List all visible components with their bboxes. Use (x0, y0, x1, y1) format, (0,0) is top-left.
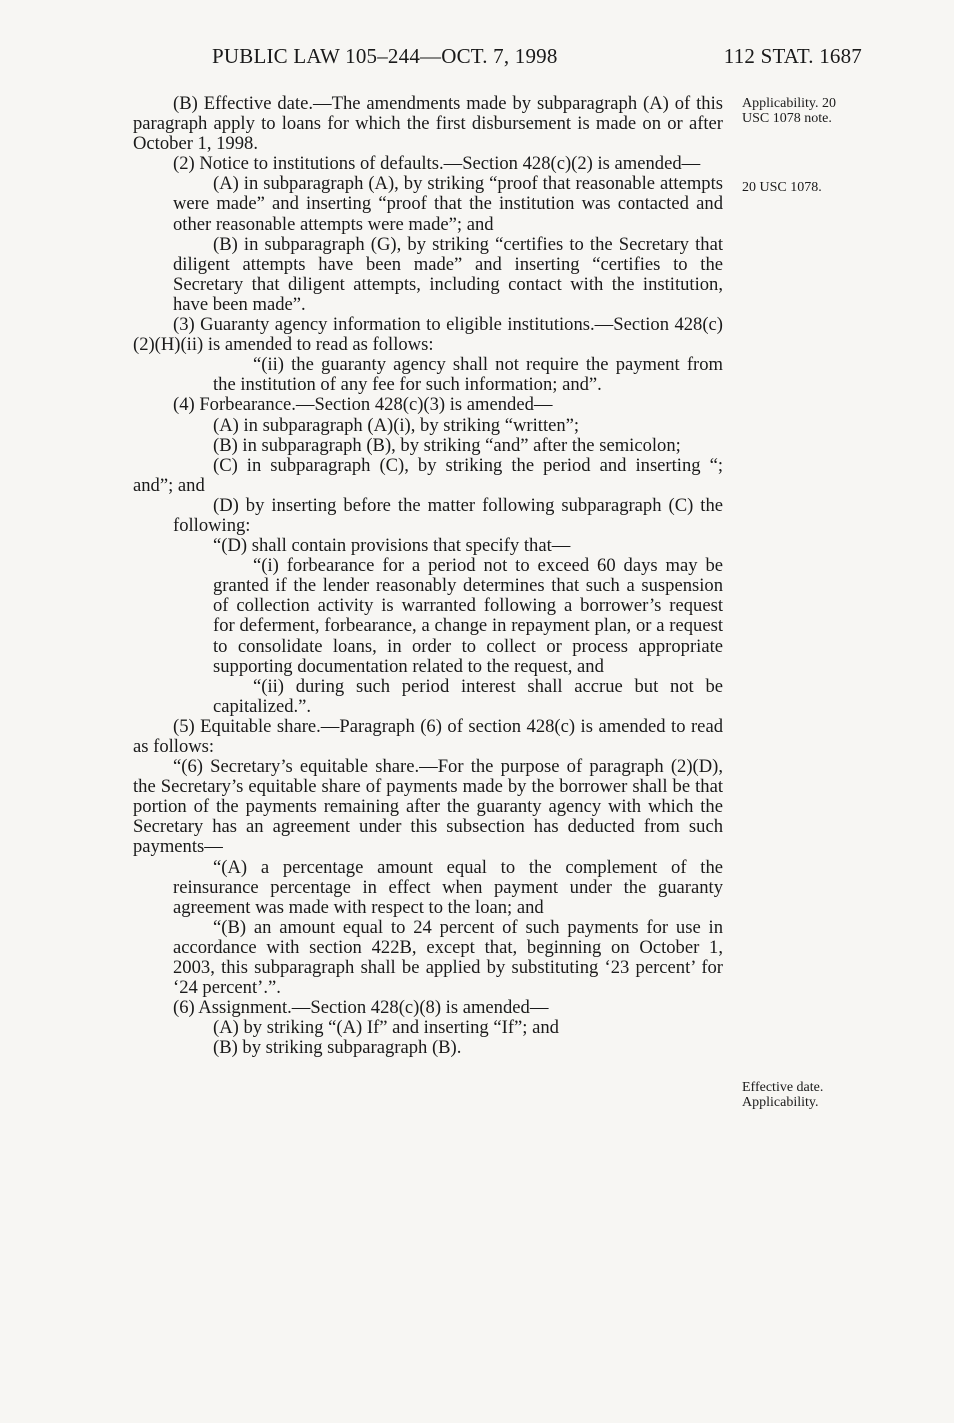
para-4d: (D) by inserting before the matter following subparagraph (C) the following: (173, 494, 723, 536)
para-5-6-quote: “(6) Secretary’s equitable share.—For the purpose of paragraph (2)(D), the Secretary’s equitable share of payments made by the borrower shall be that portion of the payments remaining after the guaranty agency with which the Secretary has an agreement under this subsection has deducted from such payments— (133, 756, 723, 858)
para-5-equitable-share: (5) Equitable share.—Paragraph (6) of section 428(c) is amended to read as follows: (133, 715, 723, 757)
statute-body (133, 94, 723, 1059)
header-statute-page: 112 STAT. 1687 (723, 44, 862, 68)
para-4-forbearance: (4) Forbearance.—Section 428(c)(3) is amended— (173, 394, 553, 416)
para-4c: (C) in subparagraph (C), by striking the period and inserting “; and”; and (133, 454, 723, 496)
para-5-b: “(B) an amount equal to 24 percent of such payments for use in accordance with section 422B, except that, beginning on October 1, 2003, this subparagraph shall be applied by substituting ‘23 percent’ for ‘24 percent’.”. (173, 916, 723, 999)
margin-note-applicability: Applicability. 20 USC 1078 note. (742, 96, 836, 126)
para-4d-quote: “(D) shall contain provisions that specify that— (213, 535, 571, 557)
para-3-guaranty: (3) Guaranty agency information to eligible institutions.—Section 428(c)(2)(H)(ii) is amended to read as follows: (133, 314, 723, 356)
para-6b: (B) by striking subparagraph (B). (213, 1037, 462, 1059)
para-b-effective-date: (B) Effective date.—The amendments made by subparagraph (A) of this paragraph apply to loans for which the first disbursement is made on or after October 1, 1998. (133, 93, 723, 155)
para-3-ii-quote: “(ii) the guaranty agency shall not require the payment from the institution of any fee for such information; and”. (213, 354, 723, 396)
para-4b: (B) in subparagraph (B), by striking “and” after the semicolon; (213, 434, 681, 456)
para-2-notice: (2) Notice to institutions of defaults.—Section 428(c)(2) is amended— (173, 153, 701, 175)
para-6a: (A) by striking “(A) If” and inserting “If”; and (213, 1017, 559, 1039)
para-2a: (A) in subparagraph (A), by striking “proof that reasonable attempts were made” and inserting “proof that the institution was contacted and other reasonable attempts were made”; and (173, 173, 723, 235)
margin-note-effective-date: Effective date. Applicability. (742, 1080, 824, 1110)
para-4d-ii: “(ii) during such period interest shall accrue but not be capitalized.”. (213, 675, 723, 717)
para-6-assignment: (6) Assignment.—Section 428(c)(8) is amended— (173, 997, 549, 1019)
para-4d-i: “(i) forbearance for a period not to exceed 60 days may be granted if the lender reasonably determines that such a suspension of collection activity is warranted following a borrower’s request for deferment, forbearance, a change in repayment plan, or a request to consolidate loans, in order to collect or process appropriate supporting documentation related to the request, and (213, 555, 723, 677)
para-5-a: “(A) a percentage amount equal to the complement of the reinsurance percentage in effect when payment under the guaranty agreement was made with respect to the loan; and (173, 856, 723, 918)
header-law-citation: PUBLIC LAW 105–244—OCT. 7, 1998 (212, 44, 558, 68)
para-2b: (B) in subparagraph (G), by striking “certifies to the Secretary that diligent attempts have been made” and inserting “certifies to the Secretary that diligent attempts, including contact with the institution, have been made”. (173, 233, 723, 315)
margin-note-usc: 20 USC 1078. (742, 180, 822, 195)
page-header (212, 44, 862, 74)
para-4a: (A) in subparagraph (A)(i), by striking “written”; (213, 414, 580, 436)
